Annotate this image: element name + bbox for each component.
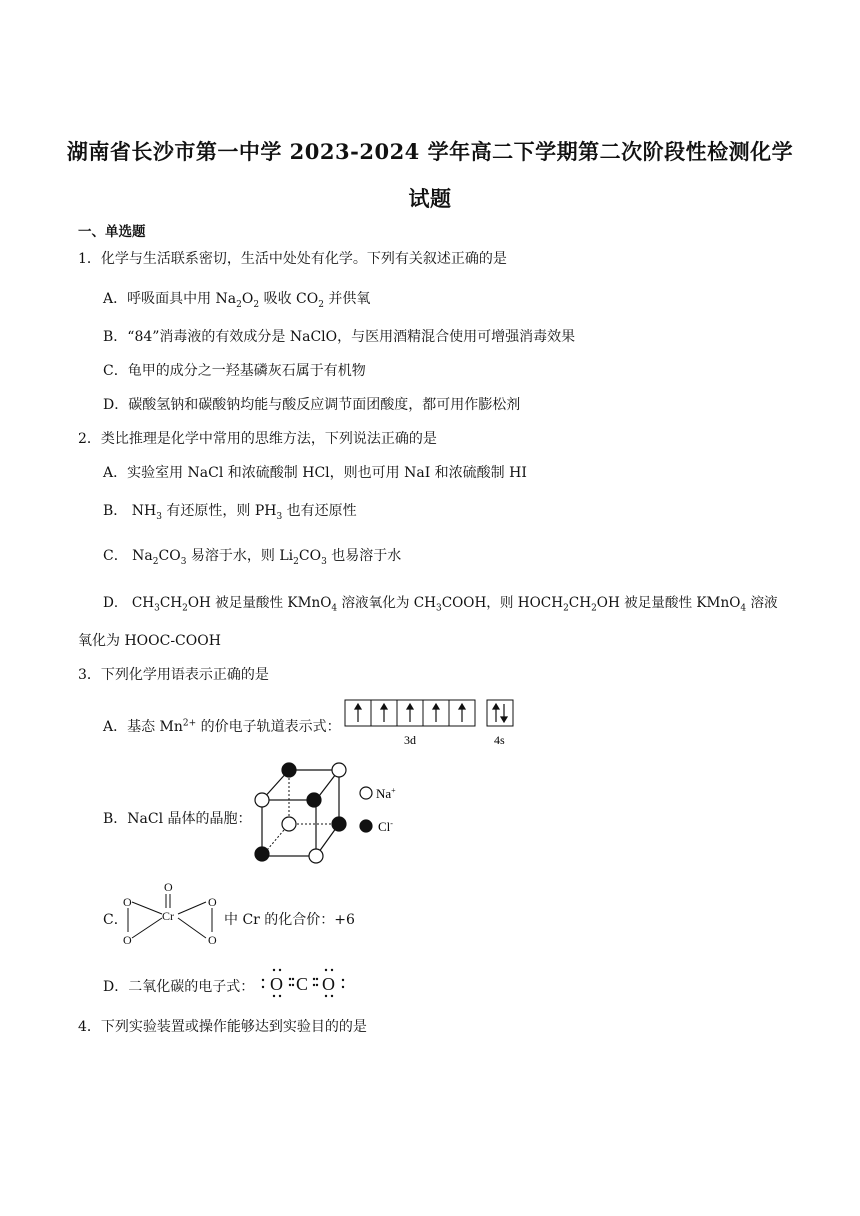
co2-electron-formula: [258, 966, 350, 1000]
nacl-unit-cell: [250, 760, 420, 870]
question-3-option-d: D．二氧化碳的电子式：: [103, 979, 255, 995]
svg-text:Na+: Na+: [376, 786, 396, 801]
legend-na: Na: [376, 786, 392, 801]
question-2-option-a: A．实验室用 NaCl 和浓硫酸制 HCl，则也可用 NaI 和浓硫酸制 HI: [103, 465, 527, 481]
question-3-option-c-label: C．: [103, 912, 128, 928]
question-1-option-b: B．“84”消毒液的有效成分是 NaClO，与医用酒精混合使用可增强消毒效果: [103, 329, 576, 345]
svg-text:O: O: [123, 933, 132, 947]
question-1-option-c: C．龟甲的成分之一羟基磷灰石属于有机物: [103, 363, 366, 379]
question-3-option-c-text: 中 Cr 的化合价：+6: [224, 912, 355, 928]
legend-cl: Cl: [378, 819, 391, 834]
orbital-label-3d: 3d: [404, 733, 416, 747]
page-title: 湖南省长沙市第一中学 2023-2024 学年高二下学期第二次阶段性检测化学: [66, 139, 794, 164]
svg-text:O: O: [164, 880, 173, 894]
svg-text:C: C: [296, 974, 309, 994]
svg-text:O: O: [208, 933, 217, 947]
svg-text:O: O: [123, 895, 132, 909]
cr-atom: Cr: [162, 909, 174, 923]
question-1-stem: 1．化学与生活联系密切，生活中处处有化学。下列有关叙述正确的是: [78, 251, 507, 267]
page-title-line2: 试题: [408, 186, 452, 211]
svg-text:O: O: [270, 974, 283, 994]
svg-text:O: O: [322, 974, 335, 994]
question-1-option-a: A．呼吸面具中用 $Na_2O_2$ 吸收 $CO_2$ 并供氧: [103, 291, 371, 310]
question-4-stem: 4．下列实验装置或操作能够达到实验目的的是: [78, 1019, 367, 1035]
section-heading: 一、单选题: [78, 224, 146, 240]
question-2-option-c: C． $Na_2CO_3$ 易溶于水，则 $Li_2CO_3$ 也易溶于水: [103, 548, 402, 567]
question-2-stem: 2．类比推理是化学中常用的思维方法，下列说法正确的是: [78, 431, 437, 447]
question-2-option-d: D． $CH_3CH_2OH$ 被足量酸性 KMnO$_4$ 溶液氧化为 $CH_3COOH$，则 $HOCH_2CH_2OH$ 被足量酸性 KMnO$_4$ 溶液: [103, 595, 778, 614]
orbital-label-4s: 4s: [494, 733, 505, 747]
question-3-stem: 3．下列化学用语表示正确的是: [78, 667, 269, 683]
svg-text:Cl-: Cl-: [378, 819, 393, 834]
cro5-structure: [118, 880, 222, 948]
question-3-option-b: B．NaCl 晶体的晶胞：: [103, 811, 252, 827]
orbital-diagram: [344, 698, 524, 748]
question-1-option-d: D．碳酸氢钠和碳酸钠均能与酸反应调节面团酸度，都可用作膨松剂: [103, 397, 521, 413]
question-2-option-d-line2: 氧化为 HOOC-COOH: [78, 633, 221, 649]
svg-text:O: O: [208, 895, 217, 909]
question-3-option-a: A．基态 $Mn^{2+}$ 的价电子轨道表示式：: [103, 718, 341, 735]
question-2-option-b: B． $NH_3$ 有还原性，则 $PH_3$ 也有还原性: [103, 503, 357, 522]
